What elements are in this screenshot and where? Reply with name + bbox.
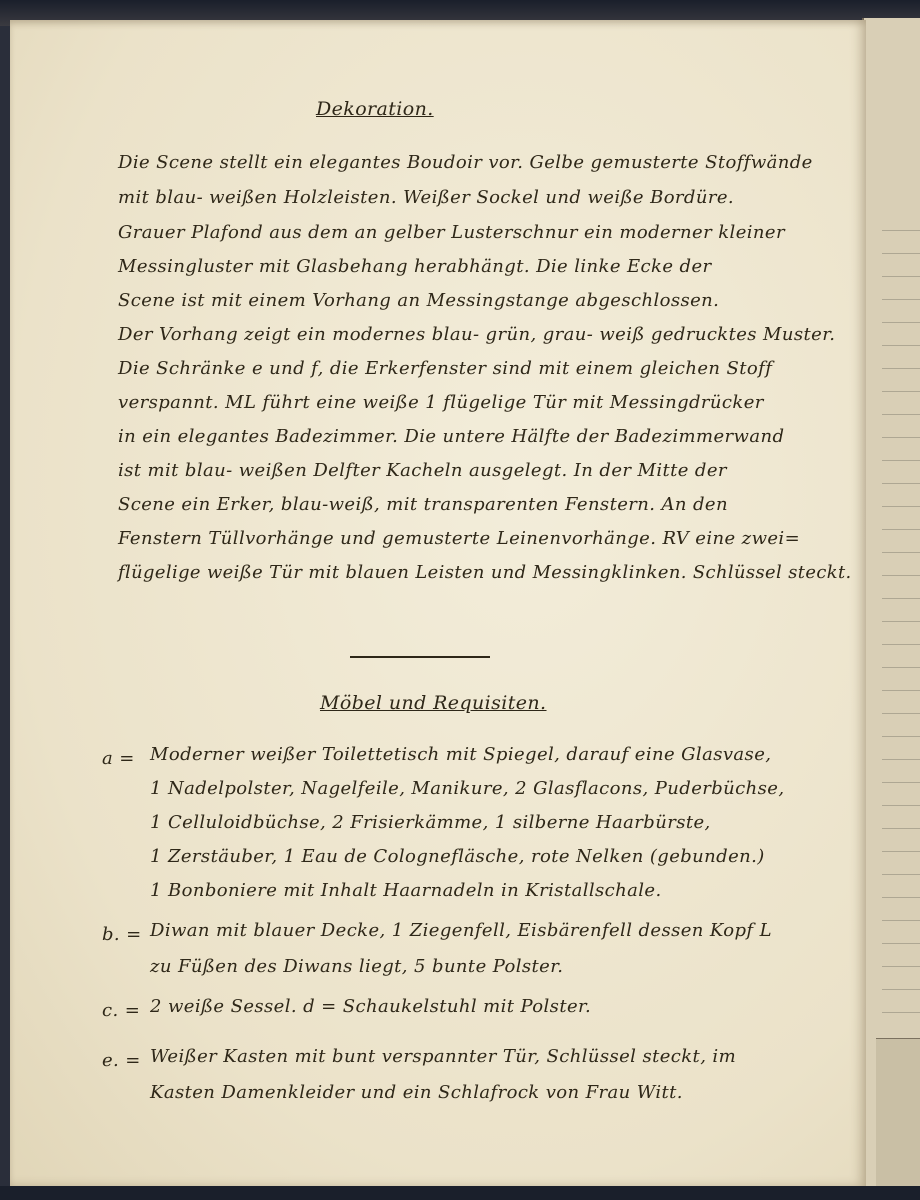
decoration-line: Die Scene stellt ein elegantes Boudoir vor. Gelbe gemusterte Stoffwände — [118, 152, 813, 173]
section-divider — [350, 656, 490, 658]
decoration-line: Fenstern Tüllvorhänge und gemusterte Leinenvorhänge. RV eine zwei= — [118, 528, 801, 549]
item-b-line: zu Füßen des Diwans liegt, 5 bunte Polster. — [150, 956, 564, 977]
item-letter-e: e. = — [102, 1050, 141, 1071]
decoration-line: Der Vorhang zeigt ein modernes blau- grün, grau- weiß gedrucktes Muster. — [118, 324, 836, 345]
decoration-line: Scene ein Erker, blau-weiß, mit transparenten Fenstern. An den — [118, 494, 728, 515]
ruled-lines — [882, 208, 920, 1028]
item-letter-c: c. = — [102, 1000, 141, 1021]
book-cover-edge-bottom — [0, 1186, 920, 1200]
decoration-line: Grauer Plafond aus dem an gelber Lusterschnur ein moderner kleiner — [118, 222, 785, 243]
item-letter-b: b. = — [102, 924, 142, 945]
item-c-line: 2 weiße Sessel. d = Schaukelstuhl mit Polster. — [150, 996, 592, 1017]
item-a-line: 1 Celluloidbüchse, 2 Frisierkämme, 1 silberne Haarbürste, — [150, 812, 711, 833]
item-a-line: Moderner weißer Toilettetisch mit Spiegel, darauf eine Glasvase, — [150, 744, 772, 765]
item-a-line: 1 Bonboniere mit Inhalt Haarnadeln in Kristallschale. — [150, 880, 662, 901]
manuscript-page — [10, 20, 866, 1186]
item-a-line: 1 Zerstäuber, 1 Eau de Colognefläsche, rote Nelken (gebunden.) — [150, 846, 765, 867]
adjacent-page-edge — [862, 18, 920, 1188]
item-b-line: Diwan mit blauer Decke, 1 Ziegenfell, Eisbärenfell dessen Kopf L — [150, 920, 772, 941]
decoration-line: mit blau- weißen Holzleisten. Weißer Sockel und weiße Bordüre. — [118, 187, 735, 208]
decoration-line: flügelige weiße Tür mit blauen Leisten und Messingklinken. Schlüssel steckt. — [118, 562, 852, 583]
decoration-line: ist mit blau- weißen Delfter Kacheln ausgelegt. In der Mitte der — [118, 460, 727, 481]
decoration-line: Messingluster mit Glasbehang herabhängt. Die linke Ecke der — [118, 256, 712, 277]
furniture-heading: Möbel und Requisiten. — [320, 692, 547, 714]
item-a-line: 1 Nadelpolster, Nagelfeile, Manikure, 2 Glasflacons, Puderbüchse, — [150, 778, 785, 799]
decoration-line: Scene ist mit einem Vorhang an Messingstange abgeschlossen. — [118, 290, 720, 311]
decoration-line: in ein elegantes Badezimmer. Die untere Hälfte der Badezimmerwand — [118, 426, 785, 447]
decoration-line: Die Schränke e und f, die Erkerfenster sind mit einem gleichen Stoff — [118, 358, 773, 379]
decoration-heading: Dekoration. — [316, 98, 434, 120]
item-e-line: Weißer Kasten mit bunt verspannter Tür, Schlüssel steckt, im — [150, 1046, 737, 1067]
item-letter-a: a = — [102, 748, 135, 769]
decoration-line: verspannt. ML führt eine weiße 1 flügelige Tür mit Messingdrücker — [118, 392, 764, 413]
item-e-line: Kasten Damenkleider und ein Schlafrock von Frau Witt. — [150, 1082, 683, 1103]
paper-tab — [876, 1038, 920, 1189]
